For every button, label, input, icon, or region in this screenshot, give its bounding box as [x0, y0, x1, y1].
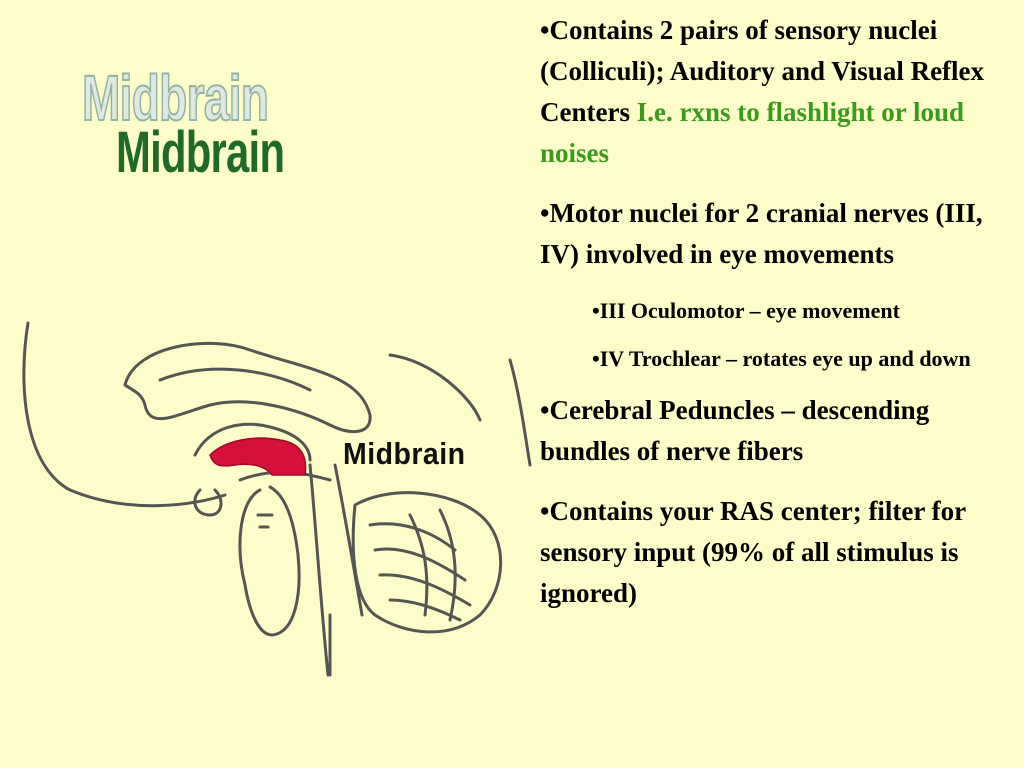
- brain-diagram: [10, 315, 550, 685]
- title-shadow-text: Midbrain: [82, 62, 269, 134]
- corpus-callosum: [125, 343, 370, 431]
- sub-bullet-oculomotor: •III Oculomotor – eye movement: [592, 298, 900, 323]
- slide-title: [70, 55, 340, 195]
- diagram-label-midbrain: Midbrain: [343, 436, 466, 471]
- sub-bullet-trochlear: •IV Trochlear – rotates eye up and down: [592, 346, 971, 371]
- brainstem: [240, 487, 299, 635]
- bullet-list: [540, 10, 1010, 633]
- bullet-motor-nuclei: •Motor nuclei for 2 cranial nerves (III, IV) involved in eye movements: [540, 198, 983, 269]
- bullet-cerebral-peduncles: •Cerebral Peduncles – descending bundles of nerve fibers: [540, 395, 930, 466]
- midbrain-highlight: [210, 438, 306, 475]
- title-main-text: Midbrain: [116, 120, 285, 185]
- bullet-example-green: I.e. rxns to flashlight or loud noises: [540, 97, 965, 168]
- bullet-sensory-nuclei: [540, 10, 1010, 174]
- brain-outline: [24, 323, 225, 506]
- bullet-text: •Contains 2 pairs of sensory nuclei (Colliculi); Auditory and Visual Reflex Centers: [540, 15, 985, 127]
- bullet-ras-center: •Contains your RAS center; filter for sensory input (99% of all stimulus is ignored): [540, 496, 966, 608]
